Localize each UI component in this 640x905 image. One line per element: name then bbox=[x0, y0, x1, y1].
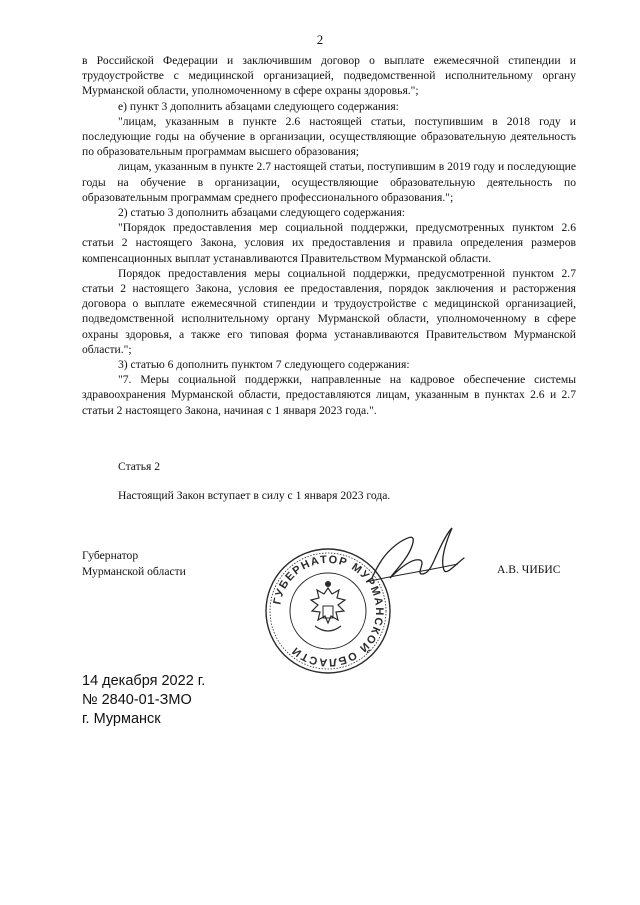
document-body bbox=[82, 53, 576, 418]
handwritten-signature-icon bbox=[360, 520, 470, 600]
document-date: 14 декабря 2022 г. bbox=[82, 673, 206, 689]
body-paragraph: 2) статью 3 дополнить абзацами следующего содержания: bbox=[118, 206, 406, 220]
coat-of-arms-icon bbox=[311, 581, 345, 631]
body-paragraph: "Порядок предоставления мер социальной поддержки, предусмотренных пунктом 2.6 статьи 2 настоящего Закона, условия их предоставления и правила определения размеров компенсационных выплат устанавливаются Правительством Мурманской области. bbox=[82, 221, 576, 265]
signer-position-line1: Губернатор bbox=[82, 549, 139, 562]
body-paragraph: "лицам, указанным в пункте 2.6 настоящей статьи, поступившим в 2018 году и последующие годы на обучение в организации, осуществляющие образовательную деятельность по образовательным программам высшего образования; bbox=[82, 114, 576, 159]
document-info bbox=[82, 672, 205, 729]
body-paragraph: лицам, указанным в пункте 2.7 настоящей статьи, поступившим в 2019 году и последующие годы на обучение в организации, осуществляющие образовательную деятельность по образовательным программам среднего профессионального образования."; bbox=[82, 160, 576, 204]
document-number: № 2840-01-ЗМО bbox=[82, 692, 192, 708]
seal-text: ГУБЕРНАТОР МУРМАНСКОЙ ОБЛАСТИ bbox=[271, 553, 386, 669]
body-paragraph: "7. Меры социальной поддержки, направленные на кадровое обеспечение системы здравоохранения Мурманской области, предоставляются лицам, указанным в пунктах 2.6 и 2.7 статьи 2 настоящего Закона, начиная с 1 января 2023 года.". bbox=[82, 373, 576, 417]
body-paragraph: 3) статью 6 дополнить пунктом 7 следующего содержания: bbox=[118, 358, 410, 372]
document-city: г. Мурманск bbox=[82, 711, 161, 727]
page-number: 2 bbox=[316, 32, 324, 47]
body-paragraph: в Российской Федерации и заключившим договор о выплате ежемесячной стипендии и трудоустройстве с медицинской организацией, подведомственной исполнительному органу Мурманской области, уполномоченному в сфере охраны здоровья."; bbox=[82, 54, 576, 98]
signer-name: А.В. ЧИБИС bbox=[497, 563, 561, 576]
signer-position bbox=[82, 548, 186, 579]
body-paragraph: е) пункт 3 дополнить абзацами следующего содержания: bbox=[118, 99, 399, 113]
article-text: Настоящий Закон вступает в силу с 1 января 2023 года. bbox=[118, 489, 391, 502]
article-heading: Статья 2 bbox=[118, 460, 161, 473]
body-paragraph: Порядок предоставления меры социальной поддержки, предусмотренной пунктом 2.7 статьи 2 настоящего Закона, условия ее предоставления, порядок заключения и расторжения договора о выплате ежемесячной стипендии и трудоустройстве с медицинской организацией, подведомственной исполнительному органу Мурманской области, уполномоченному в сфере охраны здоровья, а также его типовая форма устанавливаются Правительством Мурманской области."; bbox=[82, 266, 576, 356]
signer-position-line2: Мурманской области bbox=[82, 564, 186, 578]
